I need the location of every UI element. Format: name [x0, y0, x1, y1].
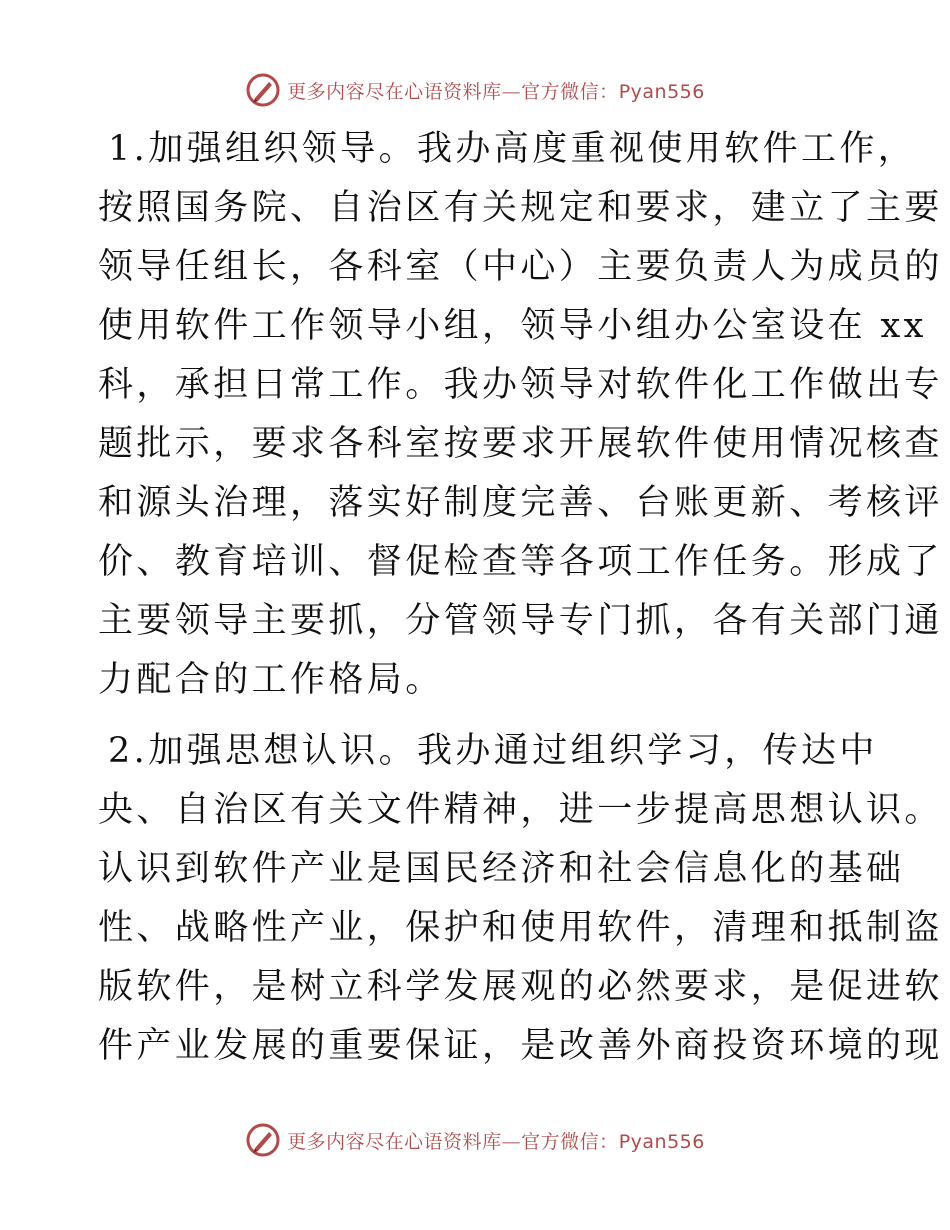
text-line: 2.加强思想认识。我办通过组织学习，传达中	[108, 731, 878, 771]
text-line: 科，承担日常工作。我办领导对软件化工作做出专	[98, 365, 943, 405]
text-line: 使用软件工作领导小组，领导小组办公室设在 xx	[98, 306, 927, 346]
footer-wechat-id: Pyan556	[618, 1130, 705, 1153]
text-line: 件产业发展的重要保证，是改善外商投资环境的现	[98, 1026, 943, 1066]
text-line: 主要领导主要抓，分管领导专门抓，各有关部门通	[98, 601, 943, 641]
header-wechat-id: Pyan556	[618, 80, 705, 103]
document-body	[98, 120, 943, 1076]
logo-icon	[245, 1122, 281, 1158]
footer-banner-text: 更多内容尽在心语资料库—官方微信：Pyan556	[287, 1130, 705, 1153]
paragraph-1	[98, 120, 943, 710]
footer-banner	[0, 1120, 950, 1160]
logo-icon	[245, 72, 281, 108]
text-line: 力配合的工作格局。	[98, 660, 444, 700]
text-line: 价、教育培训、督促检查等各项工作任务。形成了	[98, 542, 943, 582]
text-line: 版软件，是树立科学发展观的必然要求，是促进软	[98, 967, 943, 1007]
paragraph-2	[98, 722, 943, 1076]
text-line: 领导任组长，各科室（中心）主要负责人为成员的	[98, 247, 943, 287]
text-line: 题批示，要求各科室按要求开展软件使用情况核查	[98, 424, 943, 464]
text-line: 央、自治区有关文件精神，进一步提高思想认识。	[98, 790, 943, 830]
header-banner-text: 更多内容尽在心语资料库—官方微信：Pyan556	[287, 80, 705, 103]
text-line: 按照国务院、自治区有关规定和要求，建立了主要	[98, 188, 943, 228]
text-line: 1.加强组织领导。我办高度重视使用软件工作，	[108, 129, 917, 169]
text-line: 性、战略性产业，保护和使用软件，清理和抵制盗	[98, 908, 943, 948]
text-line: 和源头治理，落实好制度完善、台账更新、考核评	[98, 483, 943, 523]
text-line: 认识到软件产业是国民经济和社会信息化的基础	[98, 849, 905, 889]
header-banner	[0, 70, 950, 110]
